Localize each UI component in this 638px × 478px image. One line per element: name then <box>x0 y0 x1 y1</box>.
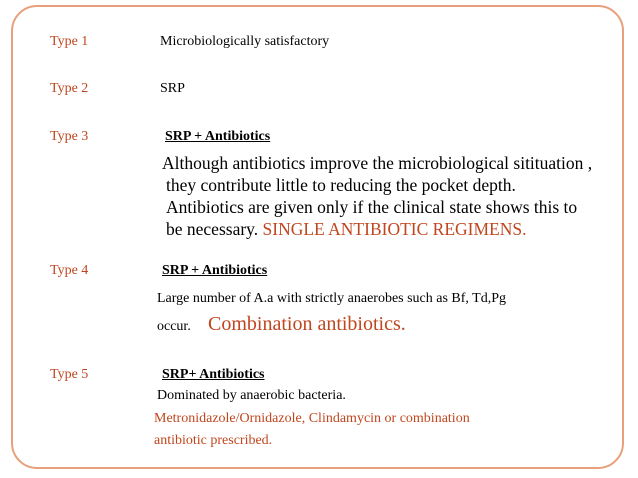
single-antibiotic-regimens: SINGLE ANTIBIOTIC REGIMENS. <box>262 219 527 239</box>
type-3-line-4-text: be necessary. <box>166 219 259 239</box>
type-5-line-3: antibiotic prescribed. <box>154 433 273 448</box>
type-5-heading: SRP+ Antibiotics <box>162 367 265 382</box>
type-3-line-3: Antibiotics are given only if the clinical state shows this to <box>166 197 578 217</box>
type-4-line-1: Large number of A.a with strictly anaerobes such as Bf, Td,Pg <box>157 291 507 306</box>
type-3-heading: SRP + Antibiotics <box>165 129 271 144</box>
combination-antibiotics: Combination antibiotics. <box>208 313 406 335</box>
type-1-description: Microbiologically satisfactory <box>160 34 330 49</box>
type-4-heading: SRP + Antibiotics <box>162 263 268 278</box>
type-2-description: SRP <box>160 81 185 96</box>
type-3-label: Type 3 <box>50 129 89 144</box>
type-5-label: Type 5 <box>50 367 89 382</box>
type-4-label: Type 4 <box>50 263 89 278</box>
type-5-line-2: Metronidazole/Ornidazole, Clindamycin or combination <box>154 411 470 426</box>
type-3-line-1: Although antibiotics improve the microbiological sitituation , <box>162 153 593 173</box>
type-3-line-2: they contribute little to reducing the pocket depth. <box>166 175 516 195</box>
type-1-label: Type 1 <box>50 34 89 49</box>
type-4-line-2: occur. <box>157 319 191 334</box>
type-5-line-1: Dominated by anaerobic bacteria. <box>157 388 346 403</box>
type-3-line-4 <box>166 221 526 239</box>
type-2-label: Type 2 <box>50 81 89 96</box>
